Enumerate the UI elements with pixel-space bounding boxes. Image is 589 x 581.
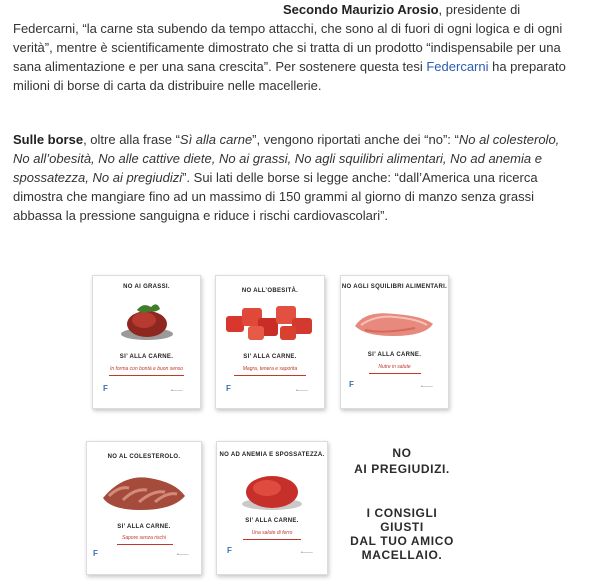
tagline-underline	[109, 375, 184, 376]
meat-image	[97, 468, 191, 514]
bag-footer-mark: •——	[421, 384, 433, 390]
bag-no-al-colesterolo	[86, 441, 202, 575]
tagline-underline	[369, 373, 421, 374]
quoted-list: No al colesterolo, No all’obesità, No alle cattive diete, No ai grassi, No agli squilibri alimentari, No ad anemia e spossatezza, No ai pregiudizi	[13, 132, 560, 185]
bag-tagline: Sapore senza rischi	[122, 535, 166, 541]
tagline-underline	[117, 544, 173, 545]
tagline-underline	[243, 539, 301, 540]
bag-slogan: SI’ ALLA CARNE.	[367, 352, 422, 358]
paragraph-text: ha preparato milioni di borse di carta da distribuire nelle macellerie.	[13, 59, 566, 93]
federcarni-logo: F	[103, 384, 108, 393]
bag-no-ad-anemia	[216, 441, 328, 575]
federcarni-logo: F	[349, 380, 354, 389]
bag-headline: NO AD ANEMIA E SPOSSATEZZA.	[219, 452, 325, 458]
bag-slogan: SI’ ALLA CARNE.	[117, 524, 171, 530]
federcarni-link[interactable]: Federcarni	[426, 59, 489, 74]
bag-footer-mark: •——	[171, 388, 183, 394]
slogan-line-5: MACELLAIO.	[361, 548, 443, 562]
meat-image	[351, 306, 437, 340]
paragraph-text: , presidente di Federcarni, “la carne sta subendo da tempo attacchi, che sono al di fuori di ogni logica e di ogni verità”, mentre è scientificamente dimostrato che si tratta di un prodotto “indispensabile per una sana alimentazione e per una sana crescita”. Per sostenere questa tesi	[13, 2, 563, 74]
bag-slogan: SI’ ALLA CARNE.	[243, 354, 297, 360]
bag-slogan: SI’ ALLA CARNE.	[245, 518, 299, 524]
bag-no-ai-grassi	[92, 275, 201, 409]
slogan-line-4: DAL TUO AMICO	[350, 534, 454, 548]
bag-headline: NO AL COLESTEROLO.	[107, 454, 181, 460]
bag-footer-mark: •——	[301, 550, 313, 556]
article-paragraph-1	[13, 0, 573, 95]
bag-footer-mark: •——	[177, 552, 189, 558]
bag-no-allobesita	[215, 275, 325, 409]
bag-headline: NO ALL’OBESITÀ.	[241, 288, 299, 294]
meat-image	[224, 300, 316, 344]
meat-image	[237, 468, 307, 512]
federcarni-logo: F	[227, 546, 232, 555]
federcarni-logo: F	[93, 549, 98, 558]
bag-footer-mark: •——	[296, 388, 308, 394]
bag-slogan: SI’ ALLA CARNE.	[119, 354, 174, 360]
tagline-underline	[234, 375, 306, 376]
slogan-line-2: AI PREGIUDIZI.	[354, 462, 450, 476]
speaker-name: Secondo Maurizio Arosio	[283, 2, 439, 17]
bag-tagline: Magra, tenera e saporita	[242, 366, 298, 372]
bag-headline: NO AGLI SQUILIBRI ALIMENTARI.	[341, 284, 448, 290]
bag-tagline: Una salute di ferro	[251, 530, 293, 536]
paragraph-text: , oltre alla frase “	[83, 132, 180, 147]
quoted-phrase: Sì alla carne	[179, 132, 253, 147]
paragraph-text: ”. Sui lati delle borse si legge anche: “dall’America una ricerca dimostra che mangiare fino ad un massimo di 150 grammi al giorno di manzo senza grassi abbassa la pressione sanguigna e riduce i rischi cardiovascolari”.	[13, 170, 538, 223]
paragraph-lead: Sulle borse	[13, 132, 84, 147]
paragraph-text: ”, vengono riportati anche dei “no”: “	[252, 132, 459, 147]
bag-tagline: In forma con bontà e buon senso	[109, 366, 184, 372]
meat-image	[117, 298, 177, 342]
slogan-line-1: NO	[392, 446, 412, 460]
slogan-panel	[344, 446, 460, 562]
federcarni-logo: F	[226, 384, 231, 393]
slogan-line-3: I CONSIGLI GIUSTI	[366, 506, 438, 534]
bag-tagline: Nutre in salute	[378, 364, 411, 370]
bag-no-agli-squilibri	[340, 275, 449, 409]
article-paragraph-2	[13, 130, 573, 225]
bag-headline: NO AI GRASSI.	[123, 284, 170, 290]
